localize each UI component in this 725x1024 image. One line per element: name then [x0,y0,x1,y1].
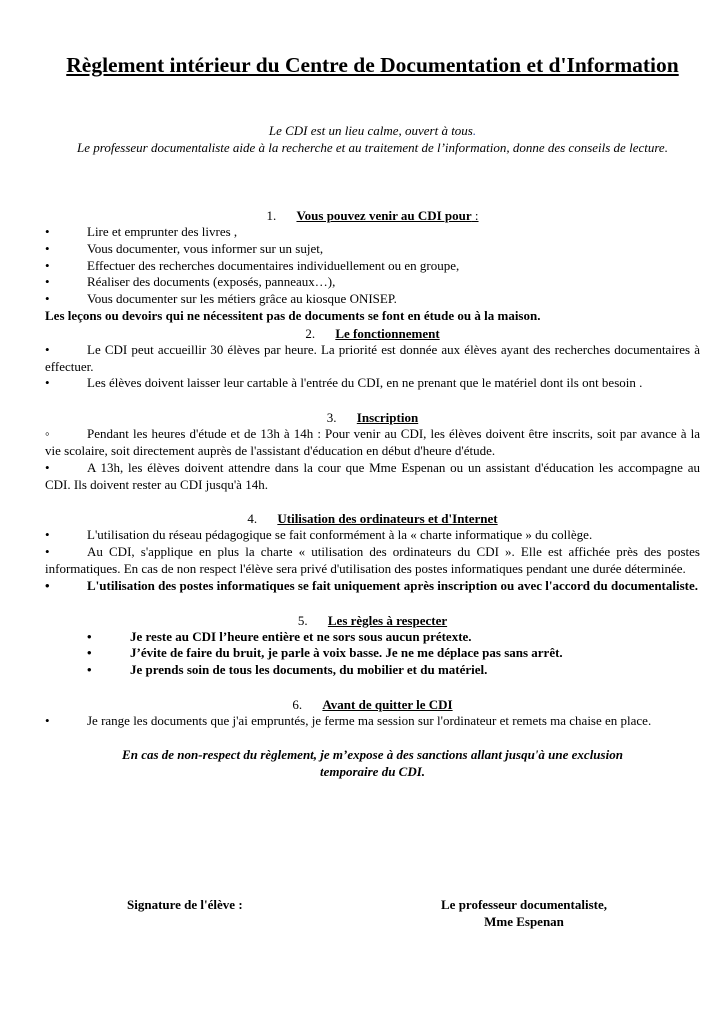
closing-warning: En cas de non-respect du règlement, je m’expose à des sanctions allant jusqu'à une exclusion temporaire du CDI. [122,746,623,779]
section-2-para-2: • Les élèves doivent laisser leur cartable à l'entrée du CDI, en ne prenant que le matériel dont ils ont besoin . [45,375,643,391]
list-item: • Vous documenter, vous informer sur un sujet, [45,240,324,256]
section-5-heading: 5. Les règles à respecter [297,612,448,628]
section-3-para-1: ◦ Pendant les heures d'étude et de 13h à 14h : Pour venir au CDI, les élèves doivent être inscrits, soit par avance à la vie scolaire, soit directement auprès de l'assistant d'éducation en début d'heure d'étude. [45,426,700,458]
section-6-para: • Je range les documents que j'ai empruntés, je ferme ma session sur l'ordinateur et remets ma chaise en place. [45,712,652,728]
list-item: • J’évite de faire du bruit, je parle à voix basse. Je ne me déplace pas sans arrêt. [87,645,563,661]
list-item: • Vous documenter sur les métiers grâce au kiosque ONISEP. [45,291,397,307]
list-item: • Lire et emprunter des livres , [45,224,238,239]
section-3-heading: 3. Inscription [326,410,419,426]
list-item: • Je prends soin de tous les documents, du mobilier et du matériel. [87,662,488,678]
section-4-para-2: • Au CDI, s'applique en plus la charte « utilisation des ordinateurs du CDI ». Elle est affichée près des postes informatiques. En cas de non respect l'élève sera privé d'utilisation des postes informatiques pendant une durée déterminée. [45,544,700,576]
section-4-bold-para: • L'utilisation des postes informatiques se fait uniquement après inscription ou avec l'accord du documentaliste. [45,577,699,593]
rules-body [45,207,700,780]
section-5-list [45,629,700,679]
list-item: • Effectuer des recherches documentaires individuellement ou en groupe, [45,257,460,273]
teacher-name: Mme Espenan [484,913,564,929]
section-6-heading: 6. Avant de quitter le CDI [292,696,453,712]
section-1-heading: 1. Vous pouvez venir au CDI pour : [266,208,479,223]
section-2-para-1: • Le CDI peut accueillir 30 élèves par heure. La priorité est donnée aux élèves ayant des recherches documentaires à effectuer. [45,341,700,374]
section-4-heading: 4. Utilisation des ordinateurs et d'Internet [247,511,498,527]
section-1-note: Les leçons ou devoirs qui ne nécessitent pas de documents se font en étude ou à la maison. [45,307,541,323]
student-signature-label: Signature de l'élève : [127,897,243,912]
section-3-para-2: • A 13h, les élèves doivent attendre dans la cour que Mme Espenan ou un assistant d'éducation les accompagne au CDI. Ils doivent rester au CDI jusqu'à 14h. [45,459,700,492]
section-4-para-1: • L'utilisation du réseau pédagogique se fait conformément à la « charte informatique » du collège. [45,527,593,543]
intro [45,123,700,157]
teacher-role: Le professeur documentaliste, [441,897,607,912]
document-title: Règlement intérieur du Centre de Documentation et d'Information [66,53,679,77]
intro-line-2: Le professeur documentaliste aide à la recherche et au traitement de l’information, donne des conseils de lecture. [77,139,668,155]
list-item: • Réaliser des documents (exposés, panneaux…), [45,274,336,290]
section-1-list [45,224,700,308]
list-item: • Je reste au CDI l’heure entière et ne sors sous aucun prétexte. [87,628,472,644]
intro-line-1: Le CDI est un lieu calme, ouvert à tous. [268,123,477,138]
teacher-signature [429,897,619,931]
section-2-heading: 2. Le fonctionnement [305,325,440,341]
